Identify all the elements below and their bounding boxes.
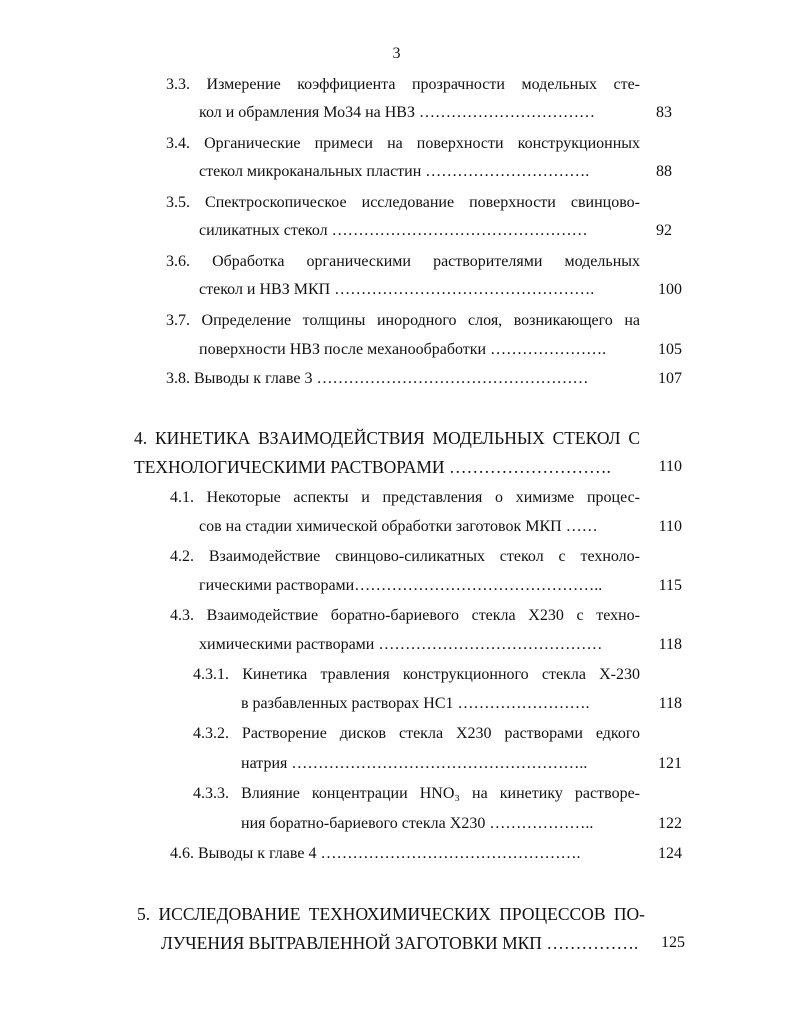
toc-entry-3-7-line2: поверхности НВЗ после механообработки …………………. — [199, 341, 607, 358]
toc-chapter-4-page: 110 — [658, 458, 682, 475]
toc-entry-3-4-line2: стекол микроканальных пластин …………………………. — [199, 163, 590, 180]
toc-entry-4-3-line1: 4.3. Взаимодействие боратно-бариевого стекла Х230 с техно- — [170, 607, 640, 624]
toc-entry-3-3-line1: 3.3. Измерение коэффициента прозрачности модельных сте- — [166, 76, 640, 93]
toc-entry-3-6-page: 100 — [658, 281, 682, 298]
toc-entry-3-3-line2: кол и обрамления Мо34 на НВЗ …………………………… — [199, 104, 595, 121]
toc-entry-4-3-1-line1: 4.3.1. Кинетика травления конструкционного стекла Х-230 — [193, 666, 640, 683]
toc-entry-3-6-line2: стекол и НВЗ МКП …………………………………………. — [199, 281, 595, 298]
toc-entry-4-6: 4.6. Выводы к главе 4 …………………………………………. — [170, 845, 581, 862]
toc-entry-4-3-page: 118 — [658, 636, 682, 653]
toc-entry-4-3-3-line1: 4.3.3. Влияние концентрации HNO₃ на кинетику растворе- — [193, 785, 640, 802]
toc-entry-3-7-line1: 3.7. Определение толщины инородного слоя, возникающего на — [166, 312, 640, 329]
toc-entry-4-2-line1: 4.2. Взаимодействие свинцово-силикатных стекол с техноло- — [170, 548, 640, 565]
toc-chapter-5-line1: 5. ИССЛЕДОВАНИЕ ТЕХНОХИМИЧЕСКИХ ПРОЦЕССОВ ПО- — [137, 904, 645, 924]
toc-entry-4-3-line2: химическими растворами …………………………………… — [199, 636, 603, 653]
toc-entry-3-8: 3.8. Выводы к главе 3 …………………………………………… — [166, 370, 589, 387]
toc-chapter-4-line2: ТЕХНОЛОГИЧЕСКИМИ РАСТВОРАМИ ………………………. — [134, 457, 611, 477]
toc-chapter-5-line2: ЛУЧЕНИЯ ВЫТРАВЛЕННОЙ ЗАГОТОВКИ МКП ……………. — [161, 933, 639, 953]
toc-entry-3-6-line1: 3.6. Обработка органическими растворителями модельных — [166, 253, 640, 270]
toc-entry-4-1-line2: сов на стадии химической обработки заготовок МКП …… — [199, 518, 598, 535]
toc-entry-4-3-2-line1: 4.3.2. Растворение дисков стекла Х230 растворами едкого — [193, 725, 640, 742]
toc-entry-3-7-page: 105 — [658, 341, 682, 358]
toc-entry-3-4-page: 88 — [656, 163, 672, 180]
toc-entry-3-4-line1: 3.4. Органические примеси на поверхности конструкционных — [166, 135, 640, 152]
page-number: 3 — [392, 45, 401, 62]
toc-entry-3-5-line2: силикатных стекол ………………………………………… — [199, 222, 588, 239]
toc-entry-4-3-1-line2: в разбавленных растворах НС1 ……………………. — [241, 695, 590, 712]
toc-chapter-4-line1: 4. КИНЕТИКА ВЗАИМОДЕЙСТВИЯ МОДЕЛЬНЫХ СТЕКОЛ С — [134, 428, 640, 448]
toc-entry-4-1-line1: 4.1. Некоторые аспекты и представления о химизме процес- — [170, 489, 640, 506]
toc-entry-4-2-line2: гическими растворами……………………………………….. — [199, 577, 603, 594]
toc-entry-4-3-2-page: 121 — [658, 755, 682, 772]
toc-entry-4-3-3-line2: ния боратно-бариевого стекла Х230 ……………….. — [241, 815, 594, 832]
toc-entry-3-3-page: 83 — [656, 104, 672, 121]
toc-entry-3-8-page: 107 — [658, 370, 682, 387]
toc-entry-4-3-3-page: 122 — [658, 815, 682, 832]
toc-entry-4-6-page: 124 — [658, 845, 682, 862]
toc-entry-4-3-2-line2: натрия ……………………………………………….. — [241, 755, 588, 772]
toc-entry-4-3-1-page: 118 — [658, 695, 682, 712]
toc-entry-4-1-page: 110 — [658, 518, 682, 535]
toc-entry-3-5-line1: 3.5. Спектроскопическое исследование поверхности свинцово- — [166, 194, 640, 211]
toc-entry-3-5-page: 92 — [656, 222, 672, 239]
toc-entry-4-2-page: 115 — [658, 577, 682, 594]
toc-chapter-5-page: 125 — [661, 934, 685, 951]
